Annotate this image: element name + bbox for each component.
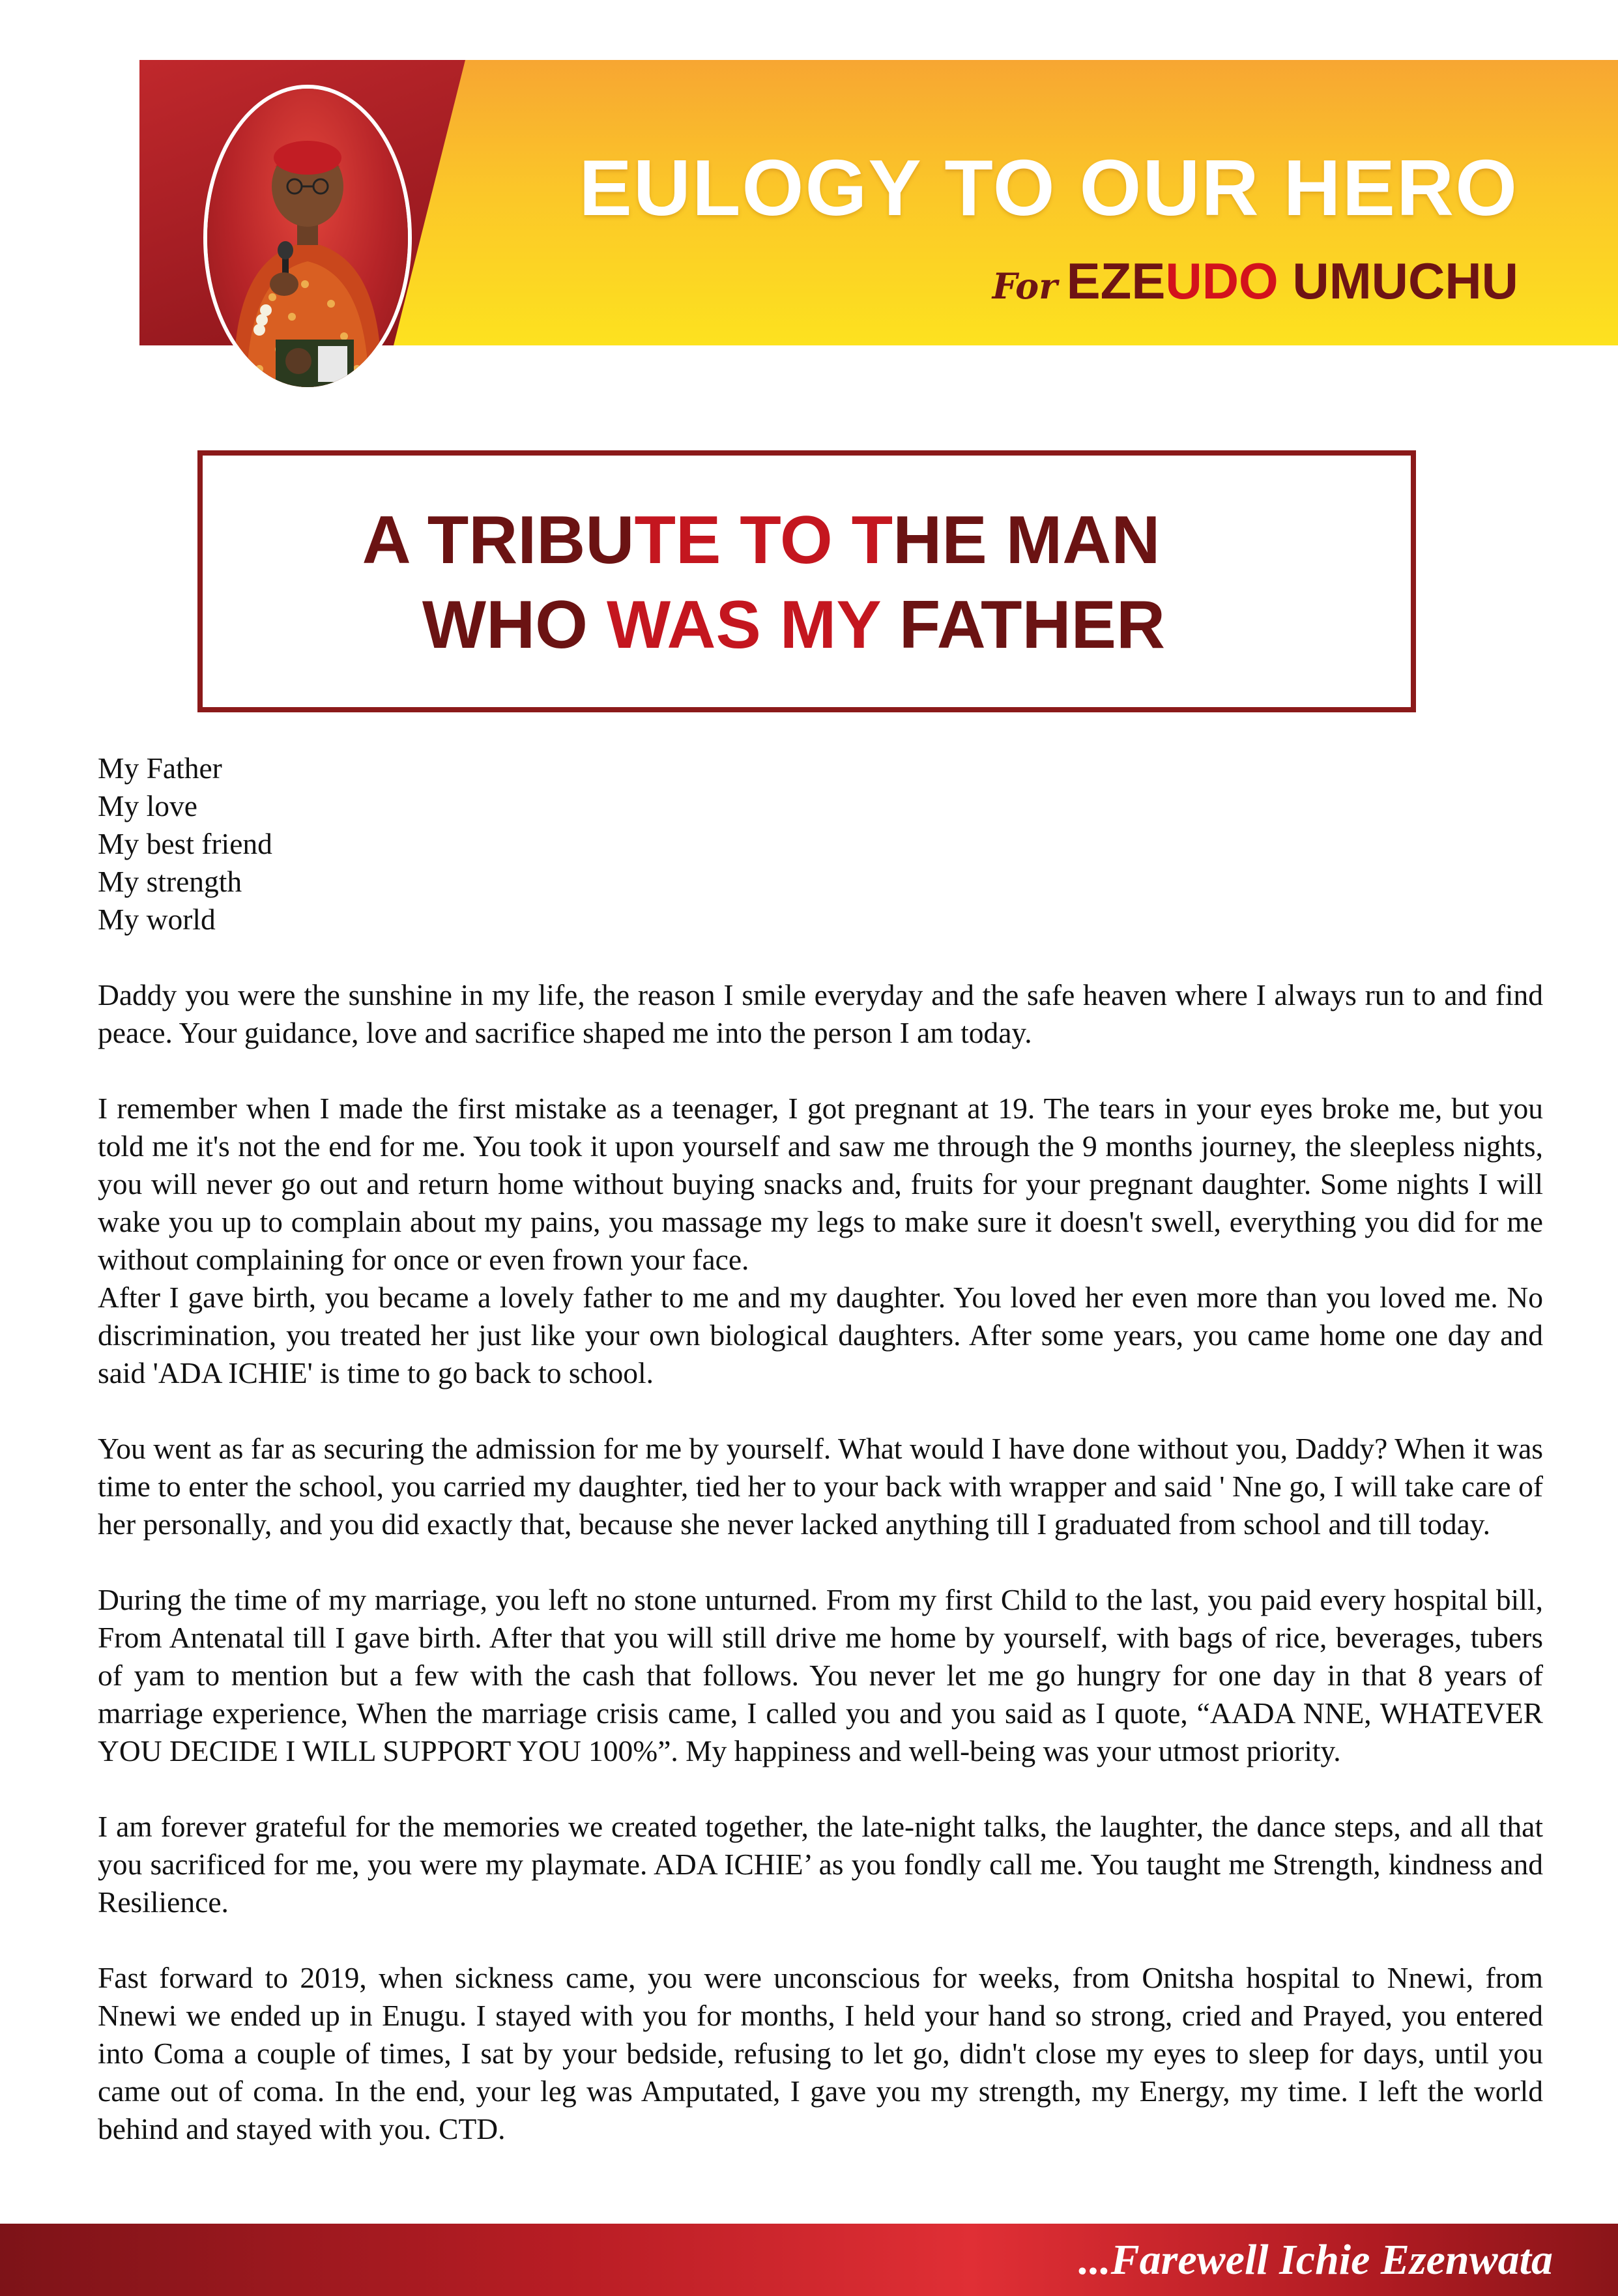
banner-subtitle <box>847 252 1518 311</box>
portrait-photo <box>207 89 408 387</box>
subtitle-name-part2: UDO <box>1165 252 1279 310</box>
body-paragraph: I am forever grateful for the memories we created together, the late-night talks, the laughter, the dance steps, and all that you sacrificed for me, you were my playmate. ADA ICHIE’ as you fondly call me. You taught me Strength, kindness and Resilience. <box>98 1810 1543 1919</box>
subtitle-prefix: For <box>992 265 1058 307</box>
banner-title: EULOGY TO OUR HERO <box>579 143 1518 232</box>
body-paragraph: You went as far as securing the admission for me by yourself. What would I have done without you, Daddy? When it was time to enter the school, you carried my daughter, tied her to your back with wrapper and said ' Nne go, I will take care of her personally, and you did exactly that, because she never lacked anything till I graduated from school and till today. <box>98 1432 1543 1541</box>
tribute-title-line-2 <box>197 587 1416 664</box>
tribute-line2-part3: FATHER <box>880 587 1166 663</box>
intro-line: My best friend <box>98 827 272 860</box>
intro-line: My world <box>98 903 216 936</box>
tribute-body <box>98 749 1543 2148</box>
tribute-title-line-1 <box>197 502 1416 579</box>
portrait-illustration <box>207 89 408 387</box>
tribute-title-box <box>197 450 1416 712</box>
body-paragraph: During the time of my marriage, you left no stone unturned. From my first Child to the last, you paid every hospital bill, From Antenatal till I gave birth. After that you will still drive me home by yourself, with bags of rice, beverages, tubers of yam to mention but a few with the cash that follows. You never let me go hungry for one day in that 8 years of marriage experience, When the marriage crisis came, I called you and you said as I quote, “AADA NNE, WHATEVER YOU DECIDE I WILL SUPPORT YOU 100%”. My happiness and well-being was your utmost priority. <box>98 1583 1543 1767</box>
subtitle-name <box>1067 252 1518 310</box>
subtitle-name-part4: MUCHU <box>1329 252 1518 310</box>
body-paragraph: After I gave birth, you became a lovely father to me and my daughter. You loved her even more than you loved me. No discrimination, you treated her just like your own biological daughters. After some years, you came home one day and said 'ADA ICHIE' is time to go back to school. <box>98 1281 1543 1389</box>
subtitle-name-part1: EZE <box>1066 252 1166 310</box>
body-paragraph: Fast forward to 2019, when sickness came, you were unconscious for weeks, from Onitsha hospital to Nnewi, from Nnewi we ended up in Enugu. I stayed with you for months, I held your hand so strong, cried and Prayed, you entered into Coma a couple of times, I sat by your bedside, refusing to let go, didn't close my eyes to sleep for days, until you came out of coma. In the end, your leg was Amputated, I gave you my strength, my Energy, my time. I left the world behind and stayed with you. CTD. <box>98 1961 1543 2145</box>
intro-line: My love <box>98 789 197 822</box>
tribute-line1-part1: A TRIBU <box>362 502 635 578</box>
footer-farewell: ...Farewell Ichie Ezenwata <box>1078 2236 1553 2284</box>
tribute-line2-part2: WAS MY <box>606 587 880 663</box>
intro-line: My strength <box>98 865 242 898</box>
body-paragraph: I remember when I made the first mistake as a teenager, I got pregnant at 19. The tears in your eyes broke me, but you told me it's not the end for me. You took it upon yourself and saw me through the 9 months journey, the sleepless nights, you will never go out and return home without buying snacks and, fruits for your pregnant daughter. Some nights I will wake you up to complain about my pains, you massage my legs to make sure it doesn't swell, everything you did for me without complaining for once or even frown your face. <box>98 1092 1543 1276</box>
tribute-line1-part3: HE MAN <box>893 502 1161 578</box>
tribute-line1-part2: TE TO T <box>634 502 893 578</box>
tribute-line2-part1: WHO <box>422 587 607 663</box>
intro-line: My Father <box>98 751 222 785</box>
subtitle-name-part3: U <box>1278 252 1329 310</box>
body-paragraph: Daddy you were the sunshine in my life, the reason I smile everyday and the safe heaven where I always run to and find peace. Your guidance, love and sacrifice shaped me into the person I am today. <box>98 978 1543 1049</box>
